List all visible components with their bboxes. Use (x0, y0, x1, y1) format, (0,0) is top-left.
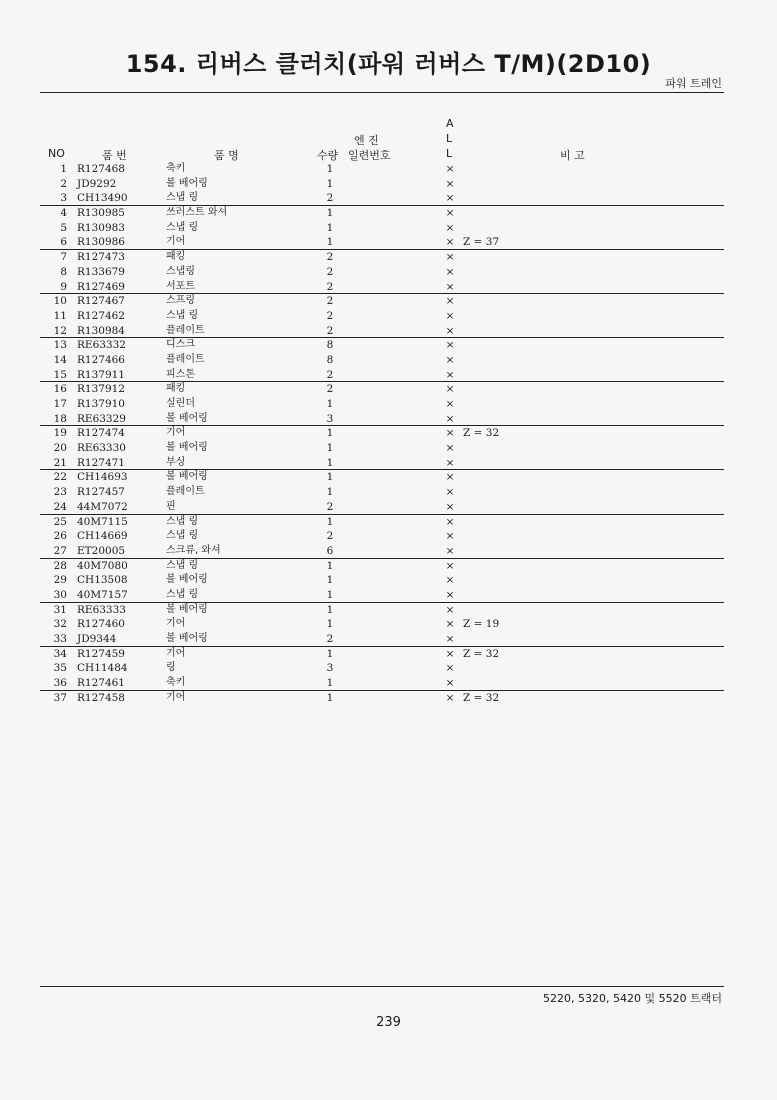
row-no: 32 (53, 618, 67, 631)
row-no: 18 (53, 412, 67, 425)
remark: Z = 32 (463, 427, 500, 440)
part-number: 44M7072 (77, 500, 128, 513)
part-number: RE63333 (77, 603, 126, 616)
row-no: 14 (53, 353, 67, 366)
part-name: 피스톤 (166, 368, 195, 380)
all-mark: × (445, 236, 455, 249)
part-number: RE63329 (77, 412, 126, 425)
all-mark: × (445, 280, 455, 293)
row-no: 15 (53, 368, 67, 381)
table-row (40, 500, 724, 515)
header-part-name: 품 명 (214, 149, 239, 162)
page-title: 154. 리버스 클러치(파워 러버스 T/M)(2D10) (125, 50, 652, 78)
quantity: 1 (326, 486, 334, 499)
row-no: 16 (53, 383, 67, 396)
table-row (40, 573, 724, 588)
table-row (40, 603, 724, 618)
part-name: 스냅 링 (166, 515, 199, 527)
part-name: 스냅링 (166, 265, 195, 277)
part-number: R130984 (77, 324, 125, 337)
table-row (40, 294, 724, 309)
row-no: 5 (60, 221, 67, 234)
table-row (40, 309, 724, 324)
header-divider (40, 92, 724, 93)
header-all-l2: L (446, 147, 453, 160)
row-no: 7 (60, 251, 67, 264)
table-row (40, 338, 724, 353)
part-name: 볼 베어링 (166, 471, 208, 483)
part-number: R127474 (77, 427, 125, 440)
header-part-no: 품 번 (102, 149, 127, 162)
part-number: R127461 (77, 677, 125, 690)
page-number: 239 (376, 1015, 401, 1030)
part-number: R127466 (77, 353, 125, 366)
row-no: 12 (53, 324, 67, 337)
header-qty: 수량 (317, 149, 339, 162)
part-name: 쓰러스트 와셔 (166, 207, 228, 219)
all-mark: × (445, 486, 455, 499)
row-no: 35 (53, 662, 67, 675)
table-row (40, 661, 724, 676)
part-name: 기어 (166, 236, 186, 248)
table-row (40, 470, 724, 485)
row-no: 3 (60, 192, 67, 205)
quantity: 2 (326, 633, 334, 645)
table-row (40, 191, 724, 206)
part-number: R137911 (77, 368, 125, 381)
part-number: R127457 (77, 486, 125, 499)
quantity: 1 (326, 677, 334, 690)
table-row (40, 397, 724, 412)
table-row (40, 265, 724, 280)
quantity: 1 (326, 618, 334, 631)
table-row (40, 632, 724, 647)
part-number: R127467 (77, 295, 125, 308)
part-name: 실린더 (166, 398, 195, 409)
part-name: 링 (166, 662, 176, 674)
table-row (40, 485, 724, 500)
part-number: R127469 (77, 280, 125, 293)
table-row (40, 676, 724, 691)
part-name: 플레이트 (166, 324, 205, 336)
part-number: CH13490 (77, 192, 128, 205)
parts-table (40, 114, 724, 705)
table-row (40, 162, 724, 177)
quantity: 1 (326, 456, 334, 469)
part-number: R133679 (77, 265, 125, 278)
row-no: 27 (53, 544, 67, 557)
part-number: R137910 (77, 398, 125, 410)
quantity: 1 (326, 236, 334, 249)
quantity: 2 (326, 251, 334, 264)
part-number: R137912 (77, 383, 125, 396)
part-number: R127458 (77, 691, 125, 704)
table-row (40, 559, 724, 574)
part-number: 40M7080 (77, 559, 128, 572)
header-engine: 엔 진 (354, 134, 379, 147)
part-number: CH14693 (77, 471, 128, 484)
quantity: 8 (326, 353, 334, 366)
table-row (40, 368, 724, 383)
header-all-a: A (446, 117, 454, 130)
part-name: 플레이트 (166, 486, 205, 498)
all-mark: × (445, 515, 455, 528)
row-no: 17 (53, 398, 67, 410)
row-no: 8 (60, 265, 67, 278)
part-number: R127471 (77, 456, 125, 469)
quantity: 1 (326, 588, 334, 601)
part-name: 볼 베어링 (166, 412, 208, 424)
remark: Z = 37 (463, 236, 500, 249)
row-no: 10 (53, 295, 67, 308)
part-name: 부싱 (166, 456, 186, 468)
part-number: R127462 (77, 309, 125, 322)
part-number: 40M7157 (77, 588, 128, 601)
all-mark: × (445, 574, 455, 587)
all-mark: × (445, 368, 455, 381)
footer-divider (40, 986, 724, 987)
all-mark: × (445, 588, 455, 601)
row-no: 26 (53, 530, 67, 543)
row-no: 4 (60, 207, 67, 220)
quantity: 2 (326, 383, 334, 396)
section-label: 파워 트레인 (665, 77, 722, 90)
part-name: 볼 베어링 (166, 633, 208, 644)
quantity: 1 (326, 471, 334, 484)
table-row (40, 250, 724, 265)
part-number: JD9292 (77, 177, 117, 190)
all-mark: × (445, 163, 455, 175)
quantity: 1 (326, 398, 334, 410)
part-number: RE63332 (77, 339, 126, 352)
part-name: 스냅 링 (166, 559, 199, 571)
quantity: 1 (326, 442, 334, 455)
part-number: 40M7115 (77, 515, 128, 528)
all-mark: × (445, 265, 455, 278)
all-mark: × (445, 662, 455, 675)
quantity: 1 (326, 221, 334, 234)
quantity: 2 (326, 280, 334, 293)
quantity: 1 (326, 574, 334, 587)
table-row (40, 691, 724, 706)
table-row (40, 280, 724, 295)
quantity: 1 (326, 691, 334, 704)
part-name: 패킹 (166, 251, 186, 263)
table-row (40, 382, 724, 397)
part-name: 스냅 링 (166, 192, 199, 204)
all-mark: × (445, 383, 455, 396)
row-no: 1 (60, 163, 67, 175)
quantity: 2 (326, 324, 334, 337)
row-no: 36 (53, 677, 67, 690)
quantity: 1 (326, 163, 334, 175)
quantity: 6 (326, 544, 334, 557)
row-no: 6 (60, 236, 67, 249)
all-mark: × (445, 500, 455, 513)
quantity: 2 (326, 500, 334, 513)
quantity: 1 (326, 515, 334, 528)
row-no: 22 (53, 471, 67, 484)
part-name: 스냅 링 (166, 309, 199, 321)
row-no: 31 (53, 603, 67, 616)
header-serial: 일련번호 (348, 149, 391, 162)
part-name: 기어 (166, 647, 186, 659)
quantity: 2 (326, 530, 334, 543)
table-row (40, 617, 724, 632)
header-no: NO (48, 147, 65, 160)
part-name: 서포트 (166, 280, 195, 292)
all-mark: × (445, 530, 455, 543)
part-name: 디스크 (166, 339, 195, 351)
all-mark: × (445, 456, 455, 469)
all-mark: × (445, 603, 455, 616)
all-mark: × (445, 221, 455, 234)
part-number: CH11484 (77, 662, 128, 675)
row-no: 21 (53, 456, 67, 469)
row-no: 2 (60, 177, 67, 190)
row-no: 9 (60, 280, 67, 293)
row-no: 25 (53, 515, 67, 528)
part-number: CH13508 (77, 574, 128, 587)
row-no: 33 (53, 633, 67, 645)
part-number: R130983 (77, 221, 125, 234)
part-name: 기어 (166, 691, 186, 703)
all-mark: × (445, 691, 455, 704)
row-no: 34 (53, 647, 67, 660)
part-name: 볼 베어링 (166, 574, 208, 586)
part-number: R127459 (77, 647, 125, 660)
part-name: 축키 (166, 163, 186, 174)
all-mark: × (445, 471, 455, 484)
table-row (40, 456, 724, 471)
all-mark: × (445, 633, 455, 645)
row-no: 13 (53, 339, 67, 352)
all-mark: × (445, 412, 455, 425)
all-mark: × (445, 309, 455, 322)
all-mark: × (445, 398, 455, 410)
header-remarks: 비 고 (560, 149, 585, 162)
row-no: 30 (53, 588, 67, 601)
quantity: 3 (326, 412, 334, 425)
table-row (40, 647, 724, 662)
row-no: 24 (53, 500, 67, 513)
row-no: 28 (53, 559, 67, 572)
all-mark: × (445, 618, 455, 631)
part-name: 스냅 링 (166, 221, 199, 233)
quantity: 2 (326, 265, 334, 278)
all-mark: × (445, 295, 455, 308)
quantity: 1 (326, 207, 334, 220)
quantity: 2 (326, 309, 334, 322)
table-row (40, 324, 724, 339)
table-row (40, 353, 724, 368)
all-mark: × (445, 677, 455, 690)
part-number: R127460 (77, 618, 125, 631)
table-header (40, 114, 724, 162)
all-mark: × (445, 324, 455, 337)
part-name: 기어 (166, 427, 186, 439)
part-name: 패킹 (166, 383, 186, 395)
part-name: 스프링 (166, 295, 195, 307)
table-row (40, 544, 724, 559)
quantity: 1 (326, 559, 334, 572)
part-name: 축키 (166, 677, 186, 689)
part-number: R130985 (77, 207, 125, 220)
part-name: 핀 (166, 500, 176, 512)
part-name: 스냅 링 (166, 588, 199, 600)
quantity: 1 (326, 647, 334, 660)
quantity: 8 (326, 339, 334, 352)
part-name: 기어 (166, 618, 186, 630)
table-row (40, 515, 724, 530)
remark: Z = 32 (463, 691, 500, 704)
quantity: 1 (326, 603, 334, 616)
table-row (40, 412, 724, 427)
all-mark: × (445, 427, 455, 440)
all-mark: × (445, 442, 455, 455)
row-no: 19 (53, 427, 67, 440)
remark: Z = 19 (463, 618, 500, 631)
all-mark: × (445, 192, 455, 205)
table-row (40, 426, 724, 441)
part-number: R127468 (77, 163, 125, 175)
table-row (40, 206, 724, 221)
part-name: 볼 베어링 (166, 177, 208, 189)
part-number: JD9344 (77, 633, 117, 645)
remark: Z = 32 (463, 647, 500, 660)
all-mark: × (445, 559, 455, 572)
all-mark: × (445, 207, 455, 220)
part-name: 스냅 링 (166, 530, 199, 542)
all-mark: × (445, 544, 455, 557)
footer-models: 5220, 5320, 5420 및 5520 트랙터 (543, 992, 722, 1005)
row-no: 20 (53, 442, 67, 455)
row-no: 37 (53, 691, 67, 704)
table-row (40, 177, 724, 192)
all-mark: × (445, 353, 455, 366)
row-no: 11 (53, 309, 67, 322)
all-mark: × (445, 339, 455, 352)
row-no: 23 (53, 486, 67, 499)
table-body (40, 162, 724, 705)
quantity: 1 (326, 177, 334, 190)
all-mark: × (445, 251, 455, 264)
part-number: R127473 (77, 251, 125, 264)
part-name: 플레이트 (166, 353, 205, 365)
part-name: 스크류, 와셔 (166, 544, 221, 556)
part-name: 볼 베어링 (166, 603, 208, 615)
table-row (40, 221, 724, 236)
part-number: ET20005 (77, 544, 126, 557)
quantity: 1 (326, 427, 334, 440)
part-number: RE63330 (77, 442, 126, 455)
part-number: CH14669 (77, 530, 128, 543)
table-row (40, 441, 724, 456)
part-number: R130986 (77, 236, 125, 249)
all-mark: × (445, 647, 455, 660)
table-row (40, 588, 724, 603)
quantity: 2 (326, 368, 334, 381)
quantity: 2 (326, 295, 334, 308)
quantity: 2 (326, 192, 334, 205)
table-row (40, 235, 724, 250)
quantity: 3 (326, 662, 334, 675)
row-no: 29 (53, 574, 67, 587)
table-row (40, 529, 724, 544)
all-mark: × (445, 177, 455, 190)
header-all-l1: L (446, 132, 453, 145)
part-name: 볼 베어링 (166, 442, 208, 454)
